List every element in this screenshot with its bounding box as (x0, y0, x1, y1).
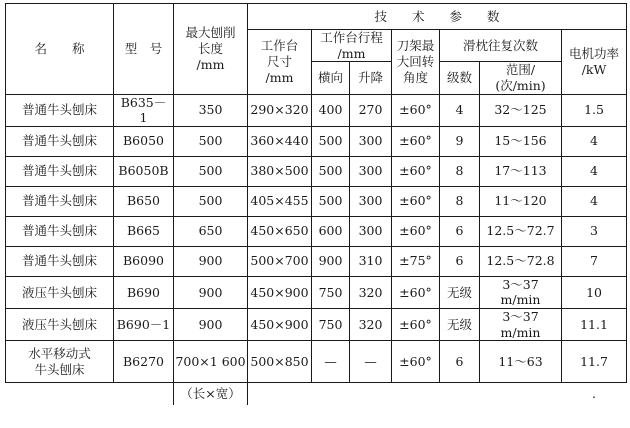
cell-range: 3～37 m/min (480, 276, 562, 308)
cell-range: 17～113 (480, 156, 562, 186)
header-motor-power: 电机功率 /kW (562, 30, 627, 95)
header-travel-vertical: 升降 (350, 62, 392, 94)
cell-grades: 4 (440, 94, 480, 126)
cell-model: B635－ 1 (114, 94, 174, 126)
cell-table-size: 405×455 (248, 186, 312, 216)
header-strokes-range: 范围/ (次/min) (480, 62, 562, 94)
cell-grades: 6 (440, 216, 480, 246)
cell-table-size: 360×440 (248, 126, 312, 156)
cell-travel-v: 310 (350, 246, 392, 276)
header-ram-strokes: 滑枕往复次数 (440, 30, 562, 62)
header-max-length: 最大刨削 长度 /mm (174, 4, 248, 95)
table-row (6, 246, 627, 276)
cell-travel-h: 750 (312, 276, 350, 308)
cell-name: 普通牛头刨床 (6, 126, 114, 156)
cell-angle: ±60° (392, 216, 440, 246)
cell-grades: 9 (440, 126, 480, 156)
table-row (6, 309, 627, 341)
cell-angle: ±75° (392, 246, 440, 276)
trailing-dot: . (592, 386, 597, 402)
cell-range: 3～37 m/min (480, 309, 562, 341)
cell-model: B6050B (114, 156, 174, 186)
cell-grades: 8 (440, 186, 480, 216)
cell-travel-h: — (312, 341, 350, 383)
header-model: 型 号 (114, 4, 174, 95)
cell-travel-h: 400 (312, 94, 350, 126)
header-name: 名 称 (6, 4, 114, 95)
cell-travel-v: 300 (350, 186, 392, 216)
cell-name: 普通牛头刨床 (6, 216, 114, 246)
table-body (6, 94, 627, 405)
table-row (6, 186, 627, 216)
header-table-travel: 工作台行程 /mm (312, 30, 392, 62)
header-table-size: 工作台 尺寸 /mm (248, 30, 312, 95)
cell-max-length: 500 (174, 126, 248, 156)
cell-max-length: 700×1 600 (174, 341, 248, 383)
cell-grades: 无级 (440, 276, 480, 308)
cell-name: 普通牛头刨床 (6, 246, 114, 276)
table-row (6, 126, 627, 156)
cell-max-length: 900 (174, 309, 248, 341)
cell-grades: 6 (440, 341, 480, 383)
cell-power: 11.1 (562, 309, 627, 341)
cell-table-size: 450×900 (248, 309, 312, 341)
cell-table-size: 380×500 (248, 156, 312, 186)
cell-name: 普通牛头刨床 (6, 94, 114, 126)
header-tool-angle: 刀架最 大回转 角度 (392, 30, 440, 95)
planer-spec-table (5, 3, 627, 405)
cell-name: 普通牛头刨床 (6, 156, 114, 186)
cell-travel-h: 750 (312, 309, 350, 341)
cell-grades: 8 (440, 156, 480, 186)
table-row (6, 216, 627, 246)
footnote-row (6, 383, 627, 405)
table-row (6, 156, 627, 186)
table-row (6, 276, 627, 308)
cell-power: 4 (562, 156, 627, 186)
cell-travel-h: 900 (312, 246, 350, 276)
cell-travel-v: 300 (350, 216, 392, 246)
cell-range: 15～156 (480, 126, 562, 156)
header-travel-horizontal: 横向 (312, 62, 350, 94)
cell-grades: 6 (440, 246, 480, 276)
footnote-length-width: （长×宽） (174, 383, 248, 405)
cell-max-length: 650 (174, 216, 248, 246)
header-tech-params: 技 术 参 数 (248, 4, 627, 30)
cell-travel-h: 500 (312, 156, 350, 186)
cell-angle: ±60° (392, 341, 440, 383)
table-row (6, 341, 627, 383)
cell-range: 11～120 (480, 186, 562, 216)
cell-model: B690 (114, 276, 174, 308)
cell-travel-v: — (350, 341, 392, 383)
cell-model: B690－1 (114, 309, 174, 341)
cell-name: 液压牛头刨床 (6, 276, 114, 308)
cell-power: 7 (562, 246, 627, 276)
cell-power: 11.7 (562, 341, 627, 383)
cell-max-length: 900 (174, 246, 248, 276)
cell-travel-v: 320 (350, 276, 392, 308)
cell-travel-v: 300 (350, 126, 392, 156)
cell-table-size: 500×700 (248, 246, 312, 276)
cell-name: 水平移动式 牛头刨床 (6, 341, 114, 383)
table-row (6, 94, 627, 126)
cell-max-length: 500 (174, 156, 248, 186)
cell-travel-h: 500 (312, 186, 350, 216)
cell-range: 12.5～72.8 (480, 246, 562, 276)
cell-range: 11～63 (480, 341, 562, 383)
cell-table-size: 450×900 (248, 276, 312, 308)
cell-model: B6270 (114, 341, 174, 383)
cell-model: B6090 (114, 246, 174, 276)
cell-name: 普通牛头刨床 (6, 186, 114, 216)
cell-angle: ±60° (392, 276, 440, 308)
cell-model: B650 (114, 186, 174, 216)
cell-angle: ±60° (392, 309, 440, 341)
cell-travel-v: 320 (350, 309, 392, 341)
cell-angle: ±60° (392, 156, 440, 186)
cell-travel-v: 270 (350, 94, 392, 126)
cell-table-size: 450×650 (248, 216, 312, 246)
cell-power: 4 (562, 126, 627, 156)
cell-range: 12.5～72.7 (480, 216, 562, 246)
cell-model: B6050 (114, 126, 174, 156)
table-header (6, 4, 627, 95)
cell-angle: ±60° (392, 186, 440, 216)
cell-range: 32～125 (480, 94, 562, 126)
cell-travel-h: 500 (312, 126, 350, 156)
cell-table-size: 500×850 (248, 341, 312, 383)
cell-table-size: 290×320 (248, 94, 312, 126)
cell-model: B665 (114, 216, 174, 246)
cell-power: 4 (562, 186, 627, 216)
cell-max-length: 900 (174, 276, 248, 308)
cell-max-length: 350 (174, 94, 248, 126)
cell-angle: ±60° (392, 126, 440, 156)
cell-travel-h: 600 (312, 216, 350, 246)
cell-max-length: 500 (174, 186, 248, 216)
cell-travel-v: 300 (350, 156, 392, 186)
cell-power: 3 (562, 216, 627, 246)
cell-name: 液压牛头刨床 (6, 309, 114, 341)
cell-power: 1.5 (562, 94, 627, 126)
cell-power: 10 (562, 276, 627, 308)
header-strokes-grades: 级数 (440, 62, 480, 94)
cell-grades: 无级 (440, 309, 480, 341)
cell-angle: ±60° (392, 94, 440, 126)
